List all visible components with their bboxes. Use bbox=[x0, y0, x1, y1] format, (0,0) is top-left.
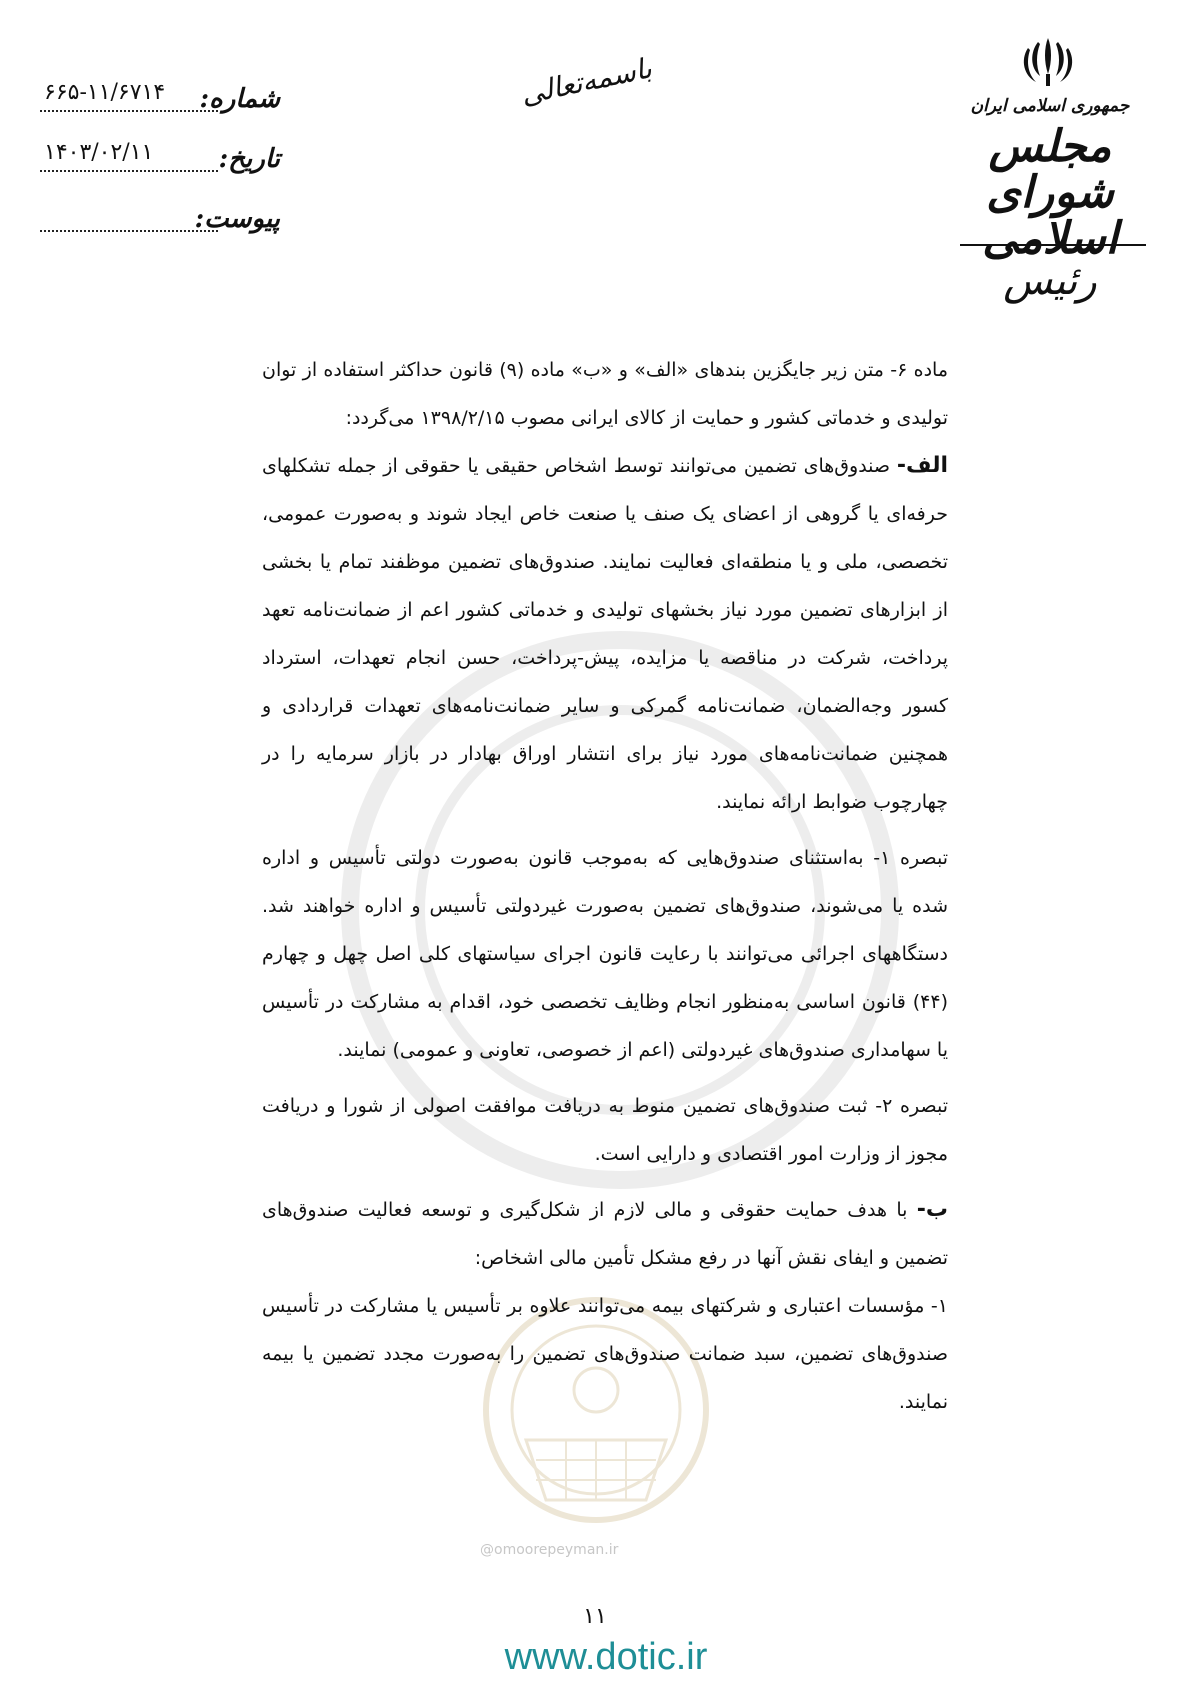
number-label: شماره: bbox=[199, 84, 280, 114]
majlis-letterhead bbox=[950, 18, 1150, 318]
letter-meta bbox=[40, 80, 280, 264]
note-1: تبصره ۱- به‌استثنای صندوق‌هایی که به‌موجب قانون به‌صورت دولتی تأسیس و اداره شده یا می‌شوند، صندوق‌های تضمین به‌صورت غیردولتی تأسیس و اداره خواهند شد. دستگاههای اجرائی می‌توانند با رعایت قانون اجرای سیاستهای کلی اصل چهل و چهارم (۴۴) قانون اساسی به‌منظور انجام وظایف تخصصی خود، اقدام به مشارکت در تأسیس یا سهامداری صندوق‌های غیردولتی (اعم از خصوصی، تعاونی و عمومی) نمایند. bbox=[262, 847, 948, 1061]
majlis-name: مجلس شورای اسلامی bbox=[982, 121, 1118, 265]
watermark-text: @omoorepeyman.ir bbox=[480, 1542, 619, 1558]
attachment-dotted-line bbox=[40, 230, 218, 232]
date-row bbox=[40, 140, 280, 204]
date-dotted-line bbox=[40, 170, 218, 172]
clause-be-text: با هدف حمایت حقوقی و مالی لازم از شکل‌گیری و توسعه فعالیت صندوق‌های تضمین و ایفای نقش آنها در رفع مشکل تأمین مالی اشخاص: bbox=[262, 1199, 948, 1269]
clause-alef-text: صندوق‌های تضمین می‌توانند توسط اشخاص حقیقی یا حقوقی از جمله تشکلهای حرفه‌ای یا گروهی از اعضای یک صنف یا صنعت خاص ایجاد شوند و به‌صورت عمومی، تخصصی، ملی و یا منطقه‌ای فعالیت نمایند. صندوق‌های تضمین موظفند تمام یا بخشی از ابزارهای تضمین مورد نیاز بخشهای تولیدی و خدماتی کشور اعم از ضمانت‌نامه تعهد پرداخت، شرکت در مناقصه یا مزایده، پیش-پرداخت، حسن انجام تعهدات، استرداد کسور وجه‌الضمان، ضمانت‌نامه گمرکی و سایر ضمانت‌نامه‌های تعهدات قراردادی و همچنین ضمانت‌نامه‌های مورد نیاز برای انتشار اوراق بهادار در بازار سرمایه را در چهارچوب ضوابط ارائه نمایند. bbox=[262, 455, 948, 813]
basmala-calligraphy: باسمه‌تعالی bbox=[517, 51, 655, 112]
clause-be-lead: ب- bbox=[916, 1197, 948, 1222]
government-name: جمهوری اسلامی ایران bbox=[970, 96, 1130, 116]
document-body bbox=[262, 346, 948, 1426]
clause-be bbox=[262, 1186, 948, 1282]
page-number: ۱۱ bbox=[583, 1604, 607, 1629]
date-value: ۱۴۰۳/۰۲/۱۱ bbox=[44, 140, 154, 165]
attachment-row bbox=[40, 204, 280, 264]
item-1: ۱- مؤسسات اعتباری و شرکتهای بیمه می‌توانند علاوه بر تأسیس یا مشارکت در تأسیس صندوق‌های تضمین، سبد ضمانت صندوق‌های تضمین را به‌صورت مجدد تضمین یا بیمه نمایند. bbox=[262, 1295, 948, 1413]
article-6-intro: ماده ۶- متن زیر جایگزین بندهای «الف» و «ب» ماده (۹) قانون حداکثر استفاده از توان تولیدی و خدماتی کشور و حمایت از کالای ایرانی مصوب ۱۳۹۸/۲/۱۵ می‌گردد: bbox=[262, 359, 948, 429]
site-url: www.dotic.ir bbox=[504, 1636, 708, 1678]
note-2: تبصره ۲- ثبت صندوق‌های تضمین منوط به دریافت موافقت اصولی از شورا و دریافت مجوز از وزارت امور اقتصادی و دارایی است. bbox=[262, 1095, 948, 1165]
date-label: تاریخ: bbox=[218, 144, 280, 174]
clause-alef-lead: الف- bbox=[896, 453, 948, 478]
letterhead-divider bbox=[960, 244, 1146, 246]
clause-alef bbox=[262, 442, 948, 826]
number-row bbox=[40, 80, 280, 144]
iran-emblem-icon bbox=[1018, 32, 1078, 92]
president-title: رئیس bbox=[1003, 258, 1097, 304]
number-value: ۶۶۵-۱۱/۶۷۱۴ bbox=[44, 80, 166, 105]
attachment-label: پیوست: bbox=[194, 204, 280, 234]
number-dotted-line bbox=[40, 110, 218, 112]
